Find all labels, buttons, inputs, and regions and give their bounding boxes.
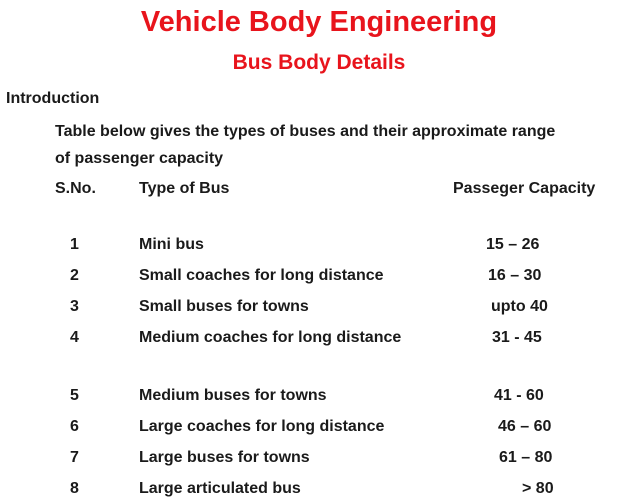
row-sno: 7 — [70, 449, 79, 466]
intro-line: Table below gives the types of buses and their approximate range — [55, 123, 556, 140]
row-capacity: > 80 — [522, 480, 554, 497]
row-type: Large buses for towns — [139, 449, 310, 466]
row-sno: 2 — [70, 267, 79, 284]
row-capacity: 46 – 60 — [498, 418, 552, 435]
row-type: Medium coaches for long distance — [139, 329, 402, 346]
row-type: Medium buses for towns — [139, 387, 327, 404]
header-sno: S.No. — [55, 180, 96, 197]
row-capacity: 15 – 26 — [486, 236, 540, 253]
page-title: Vehicle Body Engineering — [140, 6, 498, 38]
row-sno: 6 — [70, 418, 79, 435]
table-row — [0, 234, 638, 256]
section-heading: Introduction — [6, 90, 100, 107]
row-type: Large articulated bus — [139, 480, 301, 497]
table-row — [0, 416, 638, 438]
page-subtitle: Bus Body Details — [232, 51, 406, 74]
row-type: Mini bus — [139, 236, 204, 253]
header-type: Type of Bus — [139, 180, 230, 197]
header-capacity: Passeger Capacity — [453, 180, 596, 197]
intro-line: of passenger capacity — [55, 150, 224, 167]
row-capacity: upto 40 — [491, 298, 548, 315]
table-row — [0, 447, 638, 469]
row-capacity: 31 - 45 — [492, 329, 542, 346]
table-row — [0, 327, 638, 349]
table-row — [0, 478, 638, 500]
row-sno: 3 — [70, 298, 79, 315]
row-type: Small buses for towns — [139, 298, 309, 315]
row-sno: 5 — [70, 387, 79, 404]
row-sno: 8 — [70, 480, 79, 497]
row-sno: 1 — [70, 236, 79, 253]
intro-paragraph — [55, 118, 630, 172]
table-row — [0, 296, 638, 318]
row-capacity: 61 – 80 — [499, 449, 553, 466]
row-type: Large coaches for long distance — [139, 418, 385, 435]
row-capacity: 41 - 60 — [494, 387, 544, 404]
row-capacity: 16 – 30 — [488, 267, 542, 284]
row-type: Small coaches for long distance — [139, 267, 384, 284]
table-row — [0, 265, 638, 287]
table-header — [0, 178, 638, 200]
table-row — [0, 385, 638, 407]
row-sno: 4 — [70, 329, 79, 346]
